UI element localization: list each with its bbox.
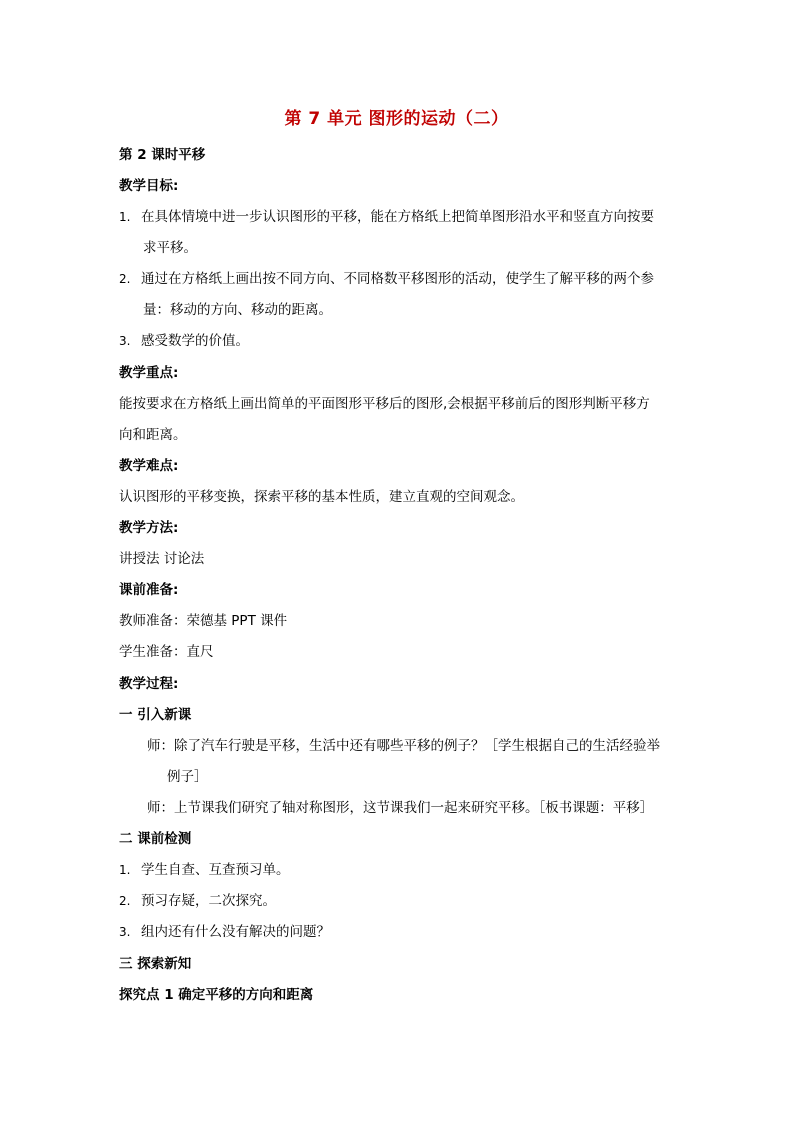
section-heading-intro: 一 引入新课 xyxy=(119,707,192,723)
pretest-item xyxy=(119,923,330,941)
methods-text: 讲授法 讨论法 xyxy=(119,551,205,567)
objective-continuation: 量：移动的方向、移动的距离。 xyxy=(143,302,332,318)
pretest-text: 学生自查、互查预习单。 xyxy=(141,862,290,878)
pretest-text: 预习存疑，二次探究。 xyxy=(141,893,276,909)
objective-text: 在具体情境中进一步认识图形的平移，能在方格纸上把简单图形沿水平和竖直方向按要 xyxy=(141,209,654,225)
objective-item xyxy=(119,208,654,226)
objective-text: 感受数学的价值。 xyxy=(141,333,249,349)
student-preparation: 学生准备：直尺 xyxy=(119,644,214,660)
objective-continuation: 求平移。 xyxy=(143,240,197,256)
lesson-heading: 第 2 课时平移 xyxy=(119,147,206,163)
teacher-preparation: 教师准备：荣德基 PPT 课件 xyxy=(119,613,288,629)
teacher-dialogue: 师：上节课我们研究了轴对称图形，这节课我们一起来研究平移。［板书课题：平移］ xyxy=(147,800,654,816)
list-number: 2. xyxy=(119,894,131,908)
list-number: 3. xyxy=(119,925,131,939)
key-points-text: 能按要求在方格纸上画出简单的平面图形平移后的图形,会根据平移前后的图形判断平移方 xyxy=(119,396,650,412)
difficulties-heading: 教学难点: xyxy=(119,458,179,474)
methods-heading: 教学方法: xyxy=(119,520,179,536)
pretest-item xyxy=(119,892,276,910)
objective-text: 通过在方格纸上画出按不同方向、不同格数平移图形的活动，使学生了解平移的两个参 xyxy=(141,271,654,287)
key-points-heading: 教学重点: xyxy=(119,365,179,381)
key-points-text: 向和距离。 xyxy=(119,427,187,443)
objective-item xyxy=(119,332,249,350)
process-heading: 教学过程: xyxy=(119,676,179,692)
preparation-heading: 课前准备: xyxy=(119,582,179,598)
teacher-dialogue-continuation: 例子］ xyxy=(167,769,208,785)
list-number: 1. xyxy=(119,210,131,224)
list-number: 2. xyxy=(119,272,131,286)
document-title: 第 7 单元 图形的运动（二） xyxy=(284,109,509,129)
teacher-dialogue: 师：除了汽车行驶是平移，生活中还有哪些平移的例子？［学生根据自己的生活经验举 xyxy=(147,738,660,754)
objectives-heading: 教学目标: xyxy=(119,178,179,194)
explore-point-heading: 探究点 1 确定平移的方向和距离 xyxy=(119,987,314,1003)
difficulties-text: 认识图形的平移变换，探索平移的基本性质，建立直观的空间观念。 xyxy=(119,489,524,505)
section-heading-pretest: 二 课前检测 xyxy=(119,831,192,847)
list-number: 1. xyxy=(119,863,131,877)
list-number: 3. xyxy=(119,334,131,348)
section-heading-explore: 三 探索新知 xyxy=(119,956,192,972)
pretest-item xyxy=(119,861,290,879)
objective-item xyxy=(119,270,654,288)
pretest-text: 组内还有什么没有解决的问题？ xyxy=(141,924,330,940)
